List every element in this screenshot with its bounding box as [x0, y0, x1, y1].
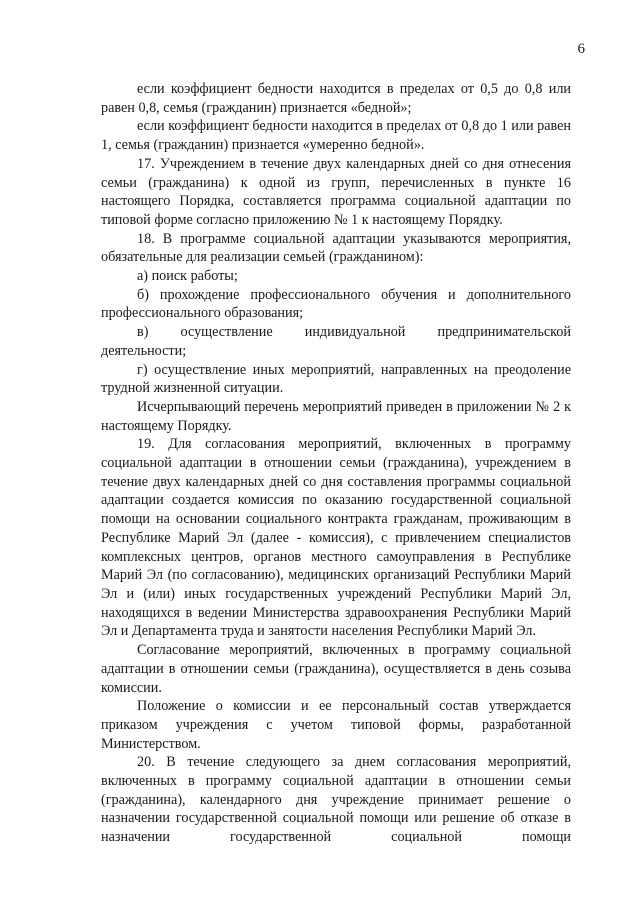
- paragraph-item-18: 18. В программе социальной адаптации указываются мероприятия, обязательные для реализации семьей (гражданином):: [101, 230, 571, 266]
- paragraph-exhaustive-list: Исчерпывающий перечень мероприятий приведен в приложении № 2 к настоящему Порядку.: [101, 398, 571, 434]
- list-item-a: а) поиск работы;: [137, 268, 238, 285]
- document-body: [101, 80, 571, 847]
- list-item-g: г) осуществление иных мероприятий, направленных на преодоление трудной жизненной ситуации.: [101, 361, 571, 397]
- paragraph-item-19: 19. Для согласования мероприятий, включенных в программу социальной адаптации в отношении семьи (гражданина), учреждением в течение двух календарных дней со дня составления программы социальной адаптации создается комиссия по оказанию государственной социальной помощи на основании социального контракта гражданам, проживающим в Республике Марий Эл (далее - комиссия), с привлечением специалистов комплексных центров, органов местного самоуправления в Республике Марий Эл (по согласованию), медицинских организаций Республики Марий Эл и (или) иных государственных учреждений Республики Марий Эл, находящихся в ведении Министерства здравоохранения Республики Марий Эл и Департамента труда и занятости населения Республики Марий Эл.: [101, 436, 571, 640]
- list-item-b: б) прохождение профессионального обучения и дополнительного профессионального образования;: [101, 286, 571, 322]
- paragraph-item-17: 17. Учреждением в течение двух календарных дней со дня отнесения семьи (гражданина) к одной из групп, перечисленных в пункте 16 настоящего Порядка, составляется программа социальной адаптации по типовой форме согласно приложению № 1 к настоящему Порядку.: [101, 155, 571, 228]
- paragraph-poverty-poor: если коэффициент бедности находится в пределах от 0,5 до 0,8 или равен 0,8, семья (гражданин) признается «бедной»;: [101, 81, 571, 116]
- paragraph-poverty-moderate: если коэффициент бедности находится в пределах от 0,8 до 1 или равен 1, семья (гражданин) признается «умеренно бедной».: [101, 118, 571, 154]
- page-number: 6: [577, 41, 585, 57]
- paragraph-item-20: 20. В течение следующего за днем согласования мероприятий, включенных в программу социальной адаптации в отношении семьи (гражданина), календарного дня учреждение принимает решение о назначении государственной социальной помощи или решение об отказе в назначении государственной социальной помощи: [101, 754, 571, 846]
- list-item-v: в) осуществление индивидуальной предпринимательской деятельности;: [101, 324, 571, 359]
- paragraph-commission-regulation: Положение о комиссии и ее персональный состав утверждается приказом учреждения с учетом типовой формы, разработанной Министерством.: [101, 698, 571, 752]
- paragraph-agreement: Согласование мероприятий, включенных в программу социальной адаптации в отношении семьи (гражданина), осуществляется в день созыва комиссии.: [101, 642, 571, 696]
